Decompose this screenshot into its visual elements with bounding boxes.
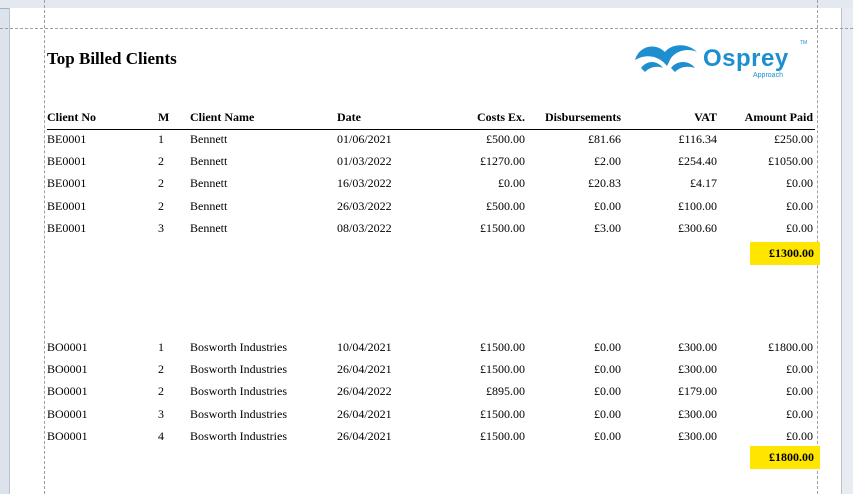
group-total-amount: £1300.00 [750, 242, 820, 265]
osprey-bird-icon [631, 38, 703, 82]
report-title: Top Billed Clients [47, 49, 177, 68]
header-disbursements: Disbursements [544, 110, 621, 124]
cell-amount-paid: £1800.00 [768, 340, 813, 354]
cell-disbursements: £0.00 [594, 429, 621, 443]
cell-date: 26/04/2021 [337, 429, 392, 443]
cell-client-name: Bosworth Industries [190, 362, 287, 376]
cell-client-no: BE0001 [47, 132, 87, 146]
osprey-logo [631, 38, 807, 82]
cell-m: 2 [158, 362, 164, 376]
cell-costs-ex: £1500.00 [480, 340, 525, 354]
cell-vat: £300.00 [678, 362, 717, 376]
cell-m: 3 [158, 407, 164, 421]
cell-m: 2 [158, 154, 164, 168]
top-margin-guide [0, 28, 853, 29]
cell-vat: £300.00 [678, 407, 717, 421]
cell-amount-paid: £0.00 [786, 362, 813, 376]
cell-client-name: Bennett [190, 176, 228, 190]
logo-trademark: TM [800, 40, 808, 46]
cell-client-name: Bosworth Industries [190, 384, 287, 398]
cell-disbursements: £20.83 [588, 176, 621, 190]
header-vat: VAT [694, 110, 717, 124]
cell-vat: £116.34 [678, 132, 717, 146]
cell-amount-paid: £0.00 [786, 384, 813, 398]
cell-date: 01/06/2021 [337, 132, 392, 146]
cell-disbursements: £81.66 [588, 132, 621, 146]
cell-amount-paid: £250.00 [774, 132, 813, 146]
cell-client-no: BE0001 [47, 199, 87, 213]
cell-disbursements: £3.00 [594, 221, 621, 235]
cell-client-name: Bosworth Industries [190, 429, 287, 443]
cell-disbursements: £0.00 [594, 199, 621, 213]
cell-disbursements: £0.00 [594, 340, 621, 354]
cell-costs-ex: £1500.00 [480, 429, 525, 443]
logo-wordmark: Osprey [703, 45, 789, 72]
cell-amount-paid: £0.00 [786, 176, 813, 190]
cell-vat: £179.00 [678, 384, 717, 398]
cell-date: 26/04/2022 [337, 384, 392, 398]
cell-date: 26/04/2021 [337, 362, 392, 376]
cell-date: 26/04/2021 [337, 407, 392, 421]
cell-costs-ex: £500.00 [486, 132, 525, 146]
cell-client-name: Bennett [190, 154, 228, 168]
cell-vat: £100.00 [678, 199, 717, 213]
header-costs-ex: Costs Ex. [476, 110, 525, 124]
cell-client-name: Bosworth Industries [190, 340, 287, 354]
cell-m: 4 [158, 429, 164, 443]
header-client-no: Client No [47, 110, 96, 124]
header-m: M [158, 110, 170, 124]
cell-amount-paid: £0.00 [786, 407, 813, 421]
cell-client-name: Bosworth Industries [190, 407, 287, 421]
cell-costs-ex: £500.00 [486, 199, 525, 213]
cell-client-name: Bennett [190, 221, 228, 235]
logo-subtitle: Approach [753, 72, 783, 79]
cell-m: 2 [158, 199, 164, 213]
left-margin-guide [44, 0, 45, 494]
cell-costs-ex: £1270.00 [480, 154, 525, 168]
header-rule [47, 129, 815, 130]
cell-costs-ex: £895.00 [486, 384, 525, 398]
header-client-name: Client Name [190, 110, 255, 124]
cell-client-name: Bennett [190, 132, 228, 146]
cell-disbursements: £0.00 [594, 384, 621, 398]
cell-client-no: BO0001 [47, 407, 88, 421]
cell-disbursements: £2.00 [594, 154, 621, 168]
cell-disbursements: £0.00 [594, 362, 621, 376]
cell-vat: £300.00 [678, 429, 717, 443]
header-amount-paid: Amount Paid [744, 110, 813, 124]
cell-client-no: BO0001 [47, 340, 88, 354]
cell-amount-paid: £0.00 [786, 429, 813, 443]
cell-m: 1 [158, 340, 164, 354]
cell-client-no: BO0001 [47, 429, 88, 443]
cell-client-name: Bennett [190, 199, 228, 213]
cell-client-no: BE0001 [47, 154, 87, 168]
cell-vat: £300.00 [678, 340, 717, 354]
cell-m: 3 [158, 221, 164, 235]
cell-amount-paid: £1050.00 [768, 154, 813, 168]
cell-client-no: BE0001 [47, 176, 87, 190]
cell-date: 26/03/2022 [337, 199, 392, 213]
cell-vat: £4.17 [690, 176, 717, 190]
cell-m: 2 [158, 384, 164, 398]
cell-date: 10/04/2021 [337, 340, 392, 354]
header-date: Date [337, 110, 361, 124]
group-total-amount: £1800.00 [750, 446, 820, 469]
cell-date: 16/03/2022 [337, 176, 392, 190]
cell-disbursements: £0.00 [594, 407, 621, 421]
cell-m: 2 [158, 176, 164, 190]
cell-m: 1 [158, 132, 164, 146]
cell-amount-paid: £0.00 [786, 221, 813, 235]
cell-client-no: BO0001 [47, 362, 88, 376]
cell-date: 01/03/2022 [337, 154, 392, 168]
cell-date: 08/03/2022 [337, 221, 392, 235]
cell-costs-ex: £1500.00 [480, 221, 525, 235]
cell-costs-ex: £1500.00 [480, 407, 525, 421]
cell-vat: £300.60 [678, 221, 717, 235]
cell-amount-paid: £0.00 [786, 199, 813, 213]
cell-client-no: BO0001 [47, 384, 88, 398]
cell-vat: £254.40 [678, 154, 717, 168]
cell-client-no: BE0001 [47, 221, 87, 235]
cell-costs-ex: £1500.00 [480, 362, 525, 376]
cell-costs-ex: £0.00 [498, 176, 525, 190]
